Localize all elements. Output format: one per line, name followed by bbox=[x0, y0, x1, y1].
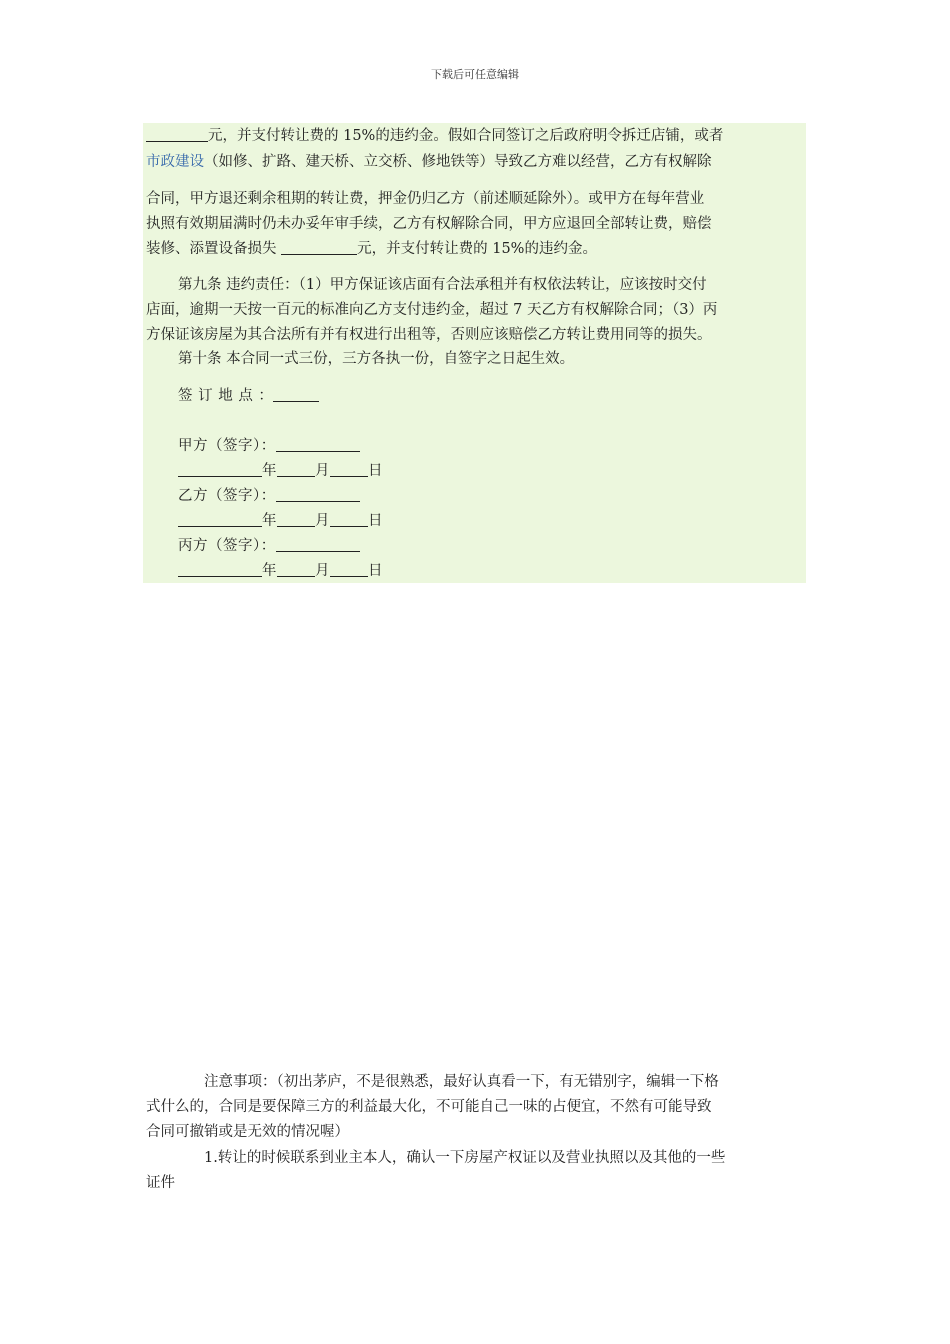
p2-line1: 第九条 违约责任：（1）甲方保证该店面有合法承租并有权依法转让，应该按时交付 bbox=[178, 277, 707, 293]
notes-line3: 合同可撤销或是无效的情况喔） bbox=[146, 1124, 349, 1140]
p1-line2: 市政建设（如修、扩路、建天桥、立交桥、修地铁等）导致乙方难以经营，乙方有权解除 bbox=[146, 154, 712, 170]
clause-eight-continuation bbox=[146, 124, 806, 262]
notes-line5: 证件 bbox=[146, 1175, 175, 1191]
party-b-date-row: 年 月 日 bbox=[178, 509, 383, 534]
page-header: 下载后可任意编辑 bbox=[431, 68, 519, 81]
party-b-year-field[interactable] bbox=[178, 510, 262, 527]
party-a-month-field[interactable] bbox=[277, 460, 315, 477]
party-b-signature-row: 乙方（签字）： bbox=[178, 484, 360, 509]
amount-blank bbox=[146, 125, 208, 142]
clause-nine bbox=[146, 273, 806, 348]
party-a-signature-field[interactable] bbox=[276, 435, 360, 452]
party-c-year-field[interactable] bbox=[178, 560, 262, 577]
signing-place-row: 签 订 地 点 ： bbox=[178, 384, 319, 409]
loss-amount-blank bbox=[281, 238, 357, 255]
clause-ten bbox=[146, 347, 806, 372]
notes-line2: 式什么的，合同是要保障三方的利益最大化，不可能自己一味的占便宜，不然有可能导致 bbox=[146, 1099, 712, 1115]
notes-section bbox=[146, 1070, 808, 1196]
p1-line3: 合同，甲方退还剩余租期的转让费，押金仍归乙方（前述顺延除外）。或甲方在每年营业 bbox=[146, 191, 705, 207]
p1-line1: 元，并支付转让费的 15%的违约金。假如合同签订之后政府明令拆迁店铺，或者 bbox=[146, 124, 806, 149]
p3-line1: 第十条 本合同一式三份，三方各执一份，自签字之日起生效。 bbox=[178, 351, 575, 367]
p1-line4: 执照有效期届满时仍未办妥年审手续，乙方有权解除合同，甲方应退回全部转让费，赔偿 bbox=[146, 216, 712, 232]
party-b-signature-field[interactable] bbox=[276, 485, 360, 502]
party-c-date-row: 年 月 日 bbox=[178, 559, 383, 584]
party-c-signature-row: 丙方（签字）： bbox=[178, 534, 360, 559]
party-a-signature-row: 甲方（签字）： bbox=[178, 434, 360, 459]
p2-line3: 方保证该房屋为其合法所有并有权进行出租等，否则应该赔偿乙方转让费用同等的损失。 bbox=[146, 327, 712, 343]
party-c-month-field[interactable] bbox=[277, 560, 315, 577]
p2-line2: 店面，逾期一天按一百元的标准向乙方支付违约金，超过 7 天乙方有权解除合同；（3）丙 bbox=[146, 302, 718, 318]
party-c-day-field[interactable] bbox=[330, 560, 368, 577]
party-c-signature-field[interactable] bbox=[276, 535, 360, 552]
party-a-date-row: 年 月 日 bbox=[178, 459, 383, 484]
municipal-construction-link[interactable]: 市政建设 bbox=[146, 154, 204, 170]
party-b-day-field[interactable] bbox=[330, 510, 368, 527]
notes-line4: 1.转让的时候联系到业主本人，确认一下房屋产权证以及营业执照以及其他的一些 bbox=[204, 1150, 726, 1166]
p1-line5: 装修、添置设备损失 元，并支付转让费的 15%的违约金。 bbox=[146, 237, 806, 262]
signing-place-field[interactable] bbox=[273, 385, 319, 402]
party-a-year-field[interactable] bbox=[178, 460, 262, 477]
notes-line1: 注意事项：（初出茅庐，不是很熟悉，最好认真看一下，有无错别字，编辑一下格 bbox=[204, 1074, 719, 1090]
party-a-day-field[interactable] bbox=[330, 460, 368, 477]
party-b-month-field[interactable] bbox=[277, 510, 315, 527]
